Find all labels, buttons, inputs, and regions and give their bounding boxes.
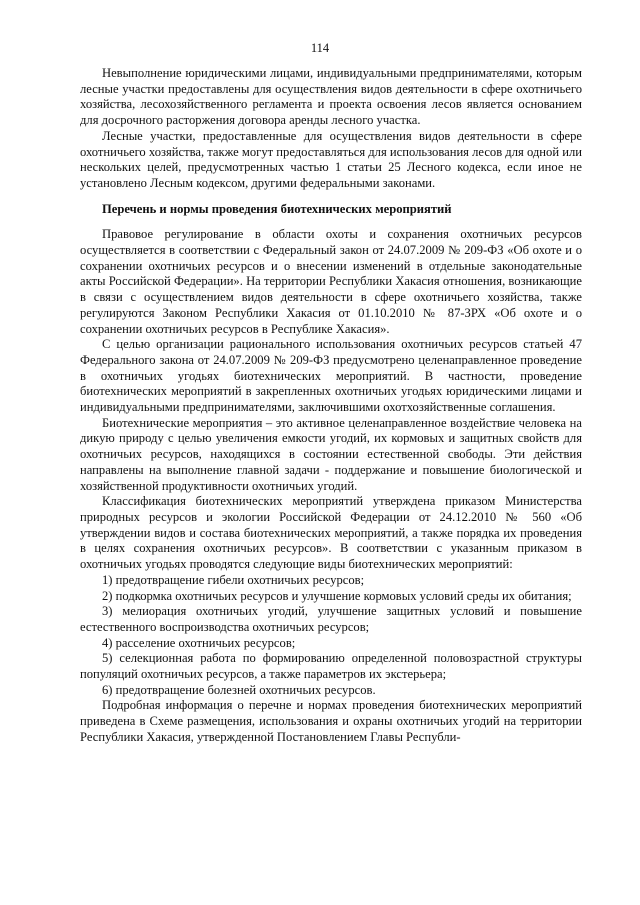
paragraph-termination: Невыполнение юридическими лицами, индивидуальными предпринимателями, которым лесные участки предоставлены для осуществления видов деятельности в сфере охотничьего хозяйства, лесохозяйственного регламента и проекта освоения лесов является основанием для досрочного расторжения договора аренды лесного участка. (80, 66, 582, 128)
list-item: 5) селекционная работа по формированию определенной половозрастной структуры популяций охотничьих ресурсов, а также параметров их экстерьера; (80, 651, 582, 682)
paragraph-forest-plots: Лесные участки, предоставленные для осуществления видов деятельности в сфере охотничьего хозяйства, также могут предоставляться для использования лесов для одной или нескольких целей, предусмотренных частью 1 статьи 25 Лесного кодекса, если иное не установлено Лесным кодексом, другими федеральными законами. (80, 128, 582, 190)
list-item: 3) мелиорация охотничьих угодий, улучшение защитных условий и повышение естественного воспроизводства охотничьих ресурсов; (80, 604, 582, 634)
paragraph-rational-use: С целью организации рационального использования охотничьих ресурсов статьей 47 Федерального закона от 24.07.2009 № 209-ФЗ предусмотрено целенаправленное проведение в охотничьих угодьях биотехнических мероприятий. В частности, проведение биотехнических мероприятий в закрепленных охотничьих угодьях юридическими лицами и индивидуальными предпринимателями, заключившими охотхозяйственные соглашения. (80, 337, 582, 415)
page-number: 114 (310, 41, 330, 55)
paragraph-legal-regulation: Правовое регулирование в области охоты и сохранения охотничьих ресурсов осуществляется в соответствии с Федеральный закон от 24.07.2009 № 209-ФЗ «Об охоте и о сохранении охотничьих ресурсов и о внесении изменений в отдельные законодательные акты Российской Федерации». На территории Республики Хакасия отношения, возникающие в связи с осуществлением видов деятельности в сфере охотничьего хозяйства, также регулируются Законом Республики Хакасия от 01.10.2010 № 87-ЗРХ «Об охоте и о сохранении охотничьих ресурсов в Республике Хакасия». (80, 227, 582, 336)
list-item: 6) предотвращение болезней охотничьих ресурсов. (102, 682, 376, 697)
list-item: 2) подкормка охотничьих ресурсов и улучшение кормовых условий среды их обитания; (102, 588, 572, 603)
list-item: 1) предотвращение гибели охотничьих ресурсов; (102, 572, 365, 587)
page-content (80, 66, 582, 746)
section-heading: Перечень и нормы проведения биотехнических мероприятий (102, 201, 452, 216)
paragraph-biotech-definition: Биотехнические мероприятия – это активное целенаправленное воздействие человека на дикую природу с целью увеличения емкости угодий, их кормовых и защитных свойств для охотничьих ресурсов, находящихся в состоянии естественной свободы. Эти действия направлены на выполнение главной задачи - поддержание и повышение биологической и хозяйственной продуктивности охотничьих угодий. (80, 415, 582, 493)
list-item: 4) расселение охотничьих ресурсов; (102, 635, 296, 650)
paragraph-classification: Классификация биотехнических мероприятий утверждена приказом Министерства природных ресурсов и экологии Российской Федерации от 24.12.2010 № 560 «Об утверждении видов и состава биотехнических мероприятий, а также порядка их проведения в целях сохранения охотничьих ресурсов». В соответствии с указанным приказом в охотничьих угодьях проводятся следующие виды биотехнических мероприятий: (80, 494, 582, 572)
paragraph-detailed-info: Подробная информация о перечне и нормах проведения биотехнических мероприятий приведена в Схеме размещения, использования и охраны охотничьих угодий на территории Республики Хакасия, утвержденной Постановлением Главы Республи- (80, 698, 582, 744)
